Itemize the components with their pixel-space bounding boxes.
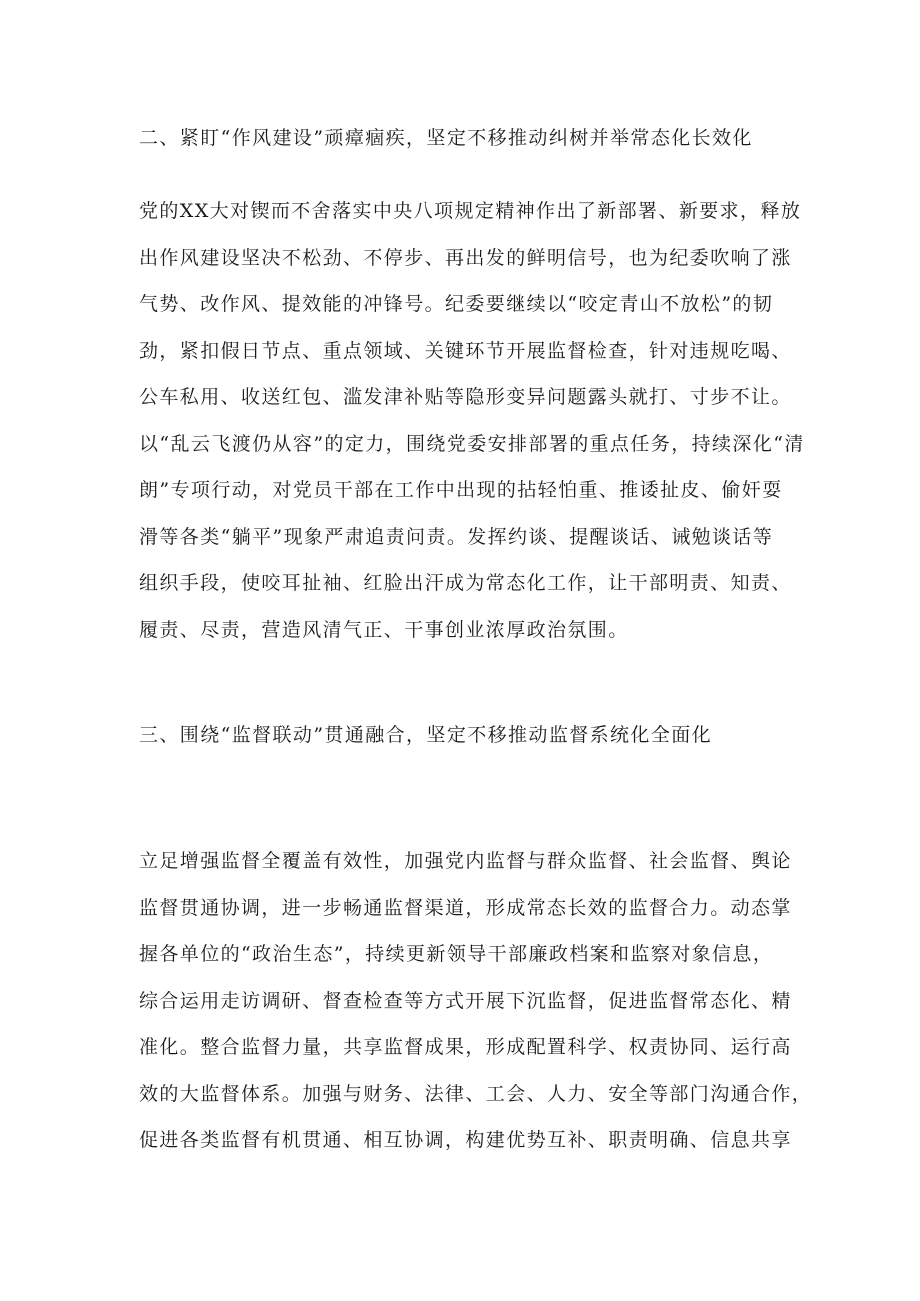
paragraph-line: 准化。整合监督力量，共享监督成果，形成配置科学、权责协同、运行高 — [139, 1036, 792, 1058]
paragraph-line: 效的大监督体系。加强与财务、法律、工会、人力、安全等部门沟通合作， — [139, 1082, 813, 1105]
paragraph-line: 出作风建设坚决不松劲、不停步、再出发的鲜明信号，也为纪委吹响了涨 — [139, 246, 792, 269]
paragraph-line: 劲，紧扣假日节点、重点领域、关键环节开展监督检查，针对违规吃喝、 — [139, 339, 792, 362]
paragraph-line: 气势、改作风、提效能的冲锋号。纪委要继续以“咬定青山不放松”的韧 — [139, 293, 774, 315]
paragraph-line: 立足增强监督全覆盖有效性，加强党内监督与群众监督、社会监督、舆论 — [139, 850, 792, 872]
paragraph-line: 公车私用、收送红包、滥发津补贴等隐形变异问题露头就打、寸步不让。 — [139, 386, 792, 408]
paragraph-line: 握各单位的“政治生态”，持续更新领导干部廉政档案和监察对象信息， — [139, 943, 774, 965]
paragraph-line: 朗”专项行动，对党员干部在工作中出现的拈轻怕重、推诿扯皮、偷奸耍 — [139, 479, 783, 501]
paragraph-line: 履责、尽责，营造风清气正、干事创业浓厚政治氛围。 — [139, 618, 629, 641]
paragraph-line: 综合运用走访调研、督查检查等方式开展下沉监督，促进监督常态化、精 — [139, 989, 792, 1012]
section-2-heading: 二、紧盯“作风建设”顽瘴痼疾，坚定不移推动纠树并举常态化长效化 — [139, 127, 753, 149]
section-2-paragraph — [139, 198, 805, 663]
paragraph-line: 以“乱云飞渡仍从容”的定力，围绕党委安排部署的重点任务，持续深化“清 — [139, 432, 805, 455]
paragraph-line: 促进各类监督有机贯通、相互协调，构建优势互补、职责明确、信息共享 — [139, 1129, 792, 1151]
paragraph-line: 监督贯通协调，进一步畅通监督渠道，形成常态长效的监督合力。动态掌 — [139, 896, 792, 919]
paragraph-line: 滑等各类“躺平”现象严肃追责问责。发挥约谈、提醒谈话、诫勉谈话等 — [139, 525, 774, 548]
section-3-paragraph — [139, 848, 813, 1174]
paragraph-line: 组织手段，使咬耳扯袖、红脸出汗成为常态化工作，让干部明责、知责、 — [139, 572, 792, 594]
paragraph-line: 党的XX大对锲而不舍落实中央八项规定精神作出了新部署、新要求，释放 — [139, 200, 802, 222]
section-3-heading: 三、围绕“监督联动”贯通融合，坚定不移推动监督系统化全面化 — [139, 724, 713, 746]
